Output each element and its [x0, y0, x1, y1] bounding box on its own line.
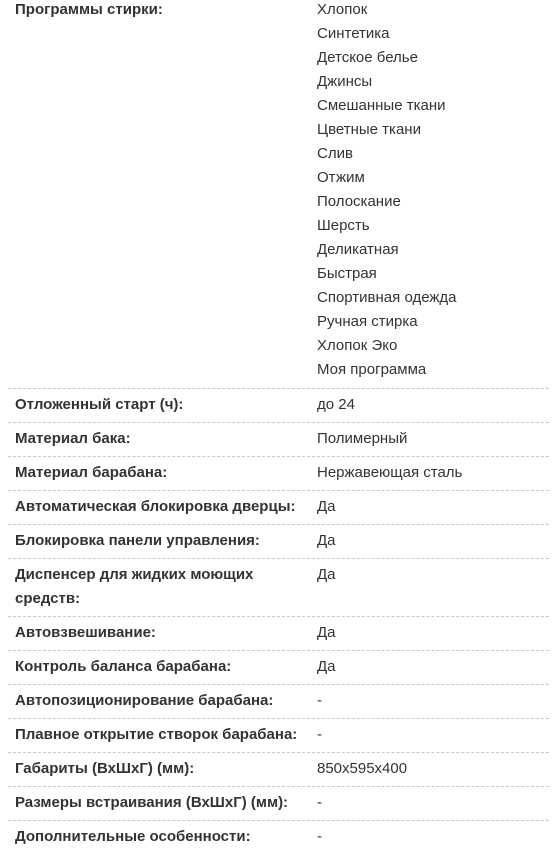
spec-row-dimensions	[8, 753, 549, 787]
spec-value: Спортивная одежда	[317, 289, 457, 306]
spec-row-additional-features	[8, 821, 549, 854]
spec-name: Габариты (ВхШхГ) (мм):	[15, 760, 195, 777]
spec-name: Автовзвешивание:	[15, 624, 156, 641]
spec-name: Контроль баланса барабана:	[15, 658, 232, 675]
spec-value: до 24	[317, 396, 355, 413]
spec-row-balance-control	[8, 651, 549, 685]
spec-value: Детское белье	[317, 49, 418, 66]
spec-value: Да	[317, 566, 336, 583]
spec-name: Плавное открытие створок барабана:	[15, 726, 298, 743]
spec-value: Слив	[317, 145, 353, 162]
spec-name: Блокировка панели управления:	[15, 532, 260, 549]
spec-name: Автоматическая блокировка дверцы:	[15, 498, 296, 515]
spec-name: Дополнительные особенности:	[15, 828, 251, 845]
spec-value: Синтетика	[317, 25, 390, 42]
spec-row-panel-lock	[8, 525, 549, 559]
spec-value: Да	[317, 498, 336, 515]
spec-value: -	[317, 726, 322, 743]
spec-value: Смешанные ткани	[317, 97, 446, 114]
spec-name: Программы стирки:	[15, 1, 163, 18]
spec-value: Полоскание	[317, 193, 401, 210]
spec-row-tub-material	[8, 423, 549, 457]
spec-row-soft-opening	[8, 719, 549, 753]
spec-value: Цветные ткани	[317, 121, 421, 138]
spec-value: -	[317, 794, 322, 811]
spec-name: Диспенсер для жидких моющих средств:	[15, 566, 254, 607]
spec-value: Джинсы	[317, 73, 373, 90]
spec-name: Материал бака:	[15, 430, 131, 447]
spec-value: Да	[317, 658, 336, 675]
spec-row-auto-weighing	[8, 617, 549, 651]
spec-value: -	[317, 692, 322, 709]
spec-row-built-in-dimensions	[8, 787, 549, 821]
spec-name: Материал барабана:	[15, 464, 168, 481]
spec-value: Ручная стирка	[317, 313, 418, 330]
spec-value-list	[317, 0, 549, 382]
spec-row-liquid-dispenser	[8, 559, 549, 617]
spec-row-delayed-start	[8, 389, 549, 423]
spec-name: Размеры встраивания (ВхШхГ) (мм):	[15, 794, 289, 811]
spec-value: Да	[317, 532, 336, 549]
spec-row-wash-programs	[8, 0, 549, 389]
spec-value: Да	[317, 624, 336, 641]
spec-value: Полимерный	[317, 430, 408, 447]
spec-value: Хлопок	[317, 1, 368, 18]
spec-value: -	[317, 828, 322, 845]
spec-row-drum-autopositioning	[8, 685, 549, 719]
spec-row-drum-material	[8, 457, 549, 491]
spec-value: Быстрая	[317, 265, 377, 282]
spec-value: Нержавеющая сталь	[317, 464, 463, 481]
spec-value: Шерсть	[317, 217, 370, 234]
spec-row-door-lock	[8, 491, 549, 525]
spec-value: 850x595x400	[317, 760, 408, 777]
spec-value: Отжим	[317, 169, 365, 186]
spec-name: Автопозиционирование барабана:	[15, 692, 274, 709]
spec-value: Деликатная	[317, 241, 399, 258]
spec-name: Отложенный старт (ч):	[15, 396, 184, 413]
spec-value: Моя программа	[317, 361, 427, 378]
spec-value: Хлопок Эко	[317, 337, 398, 354]
